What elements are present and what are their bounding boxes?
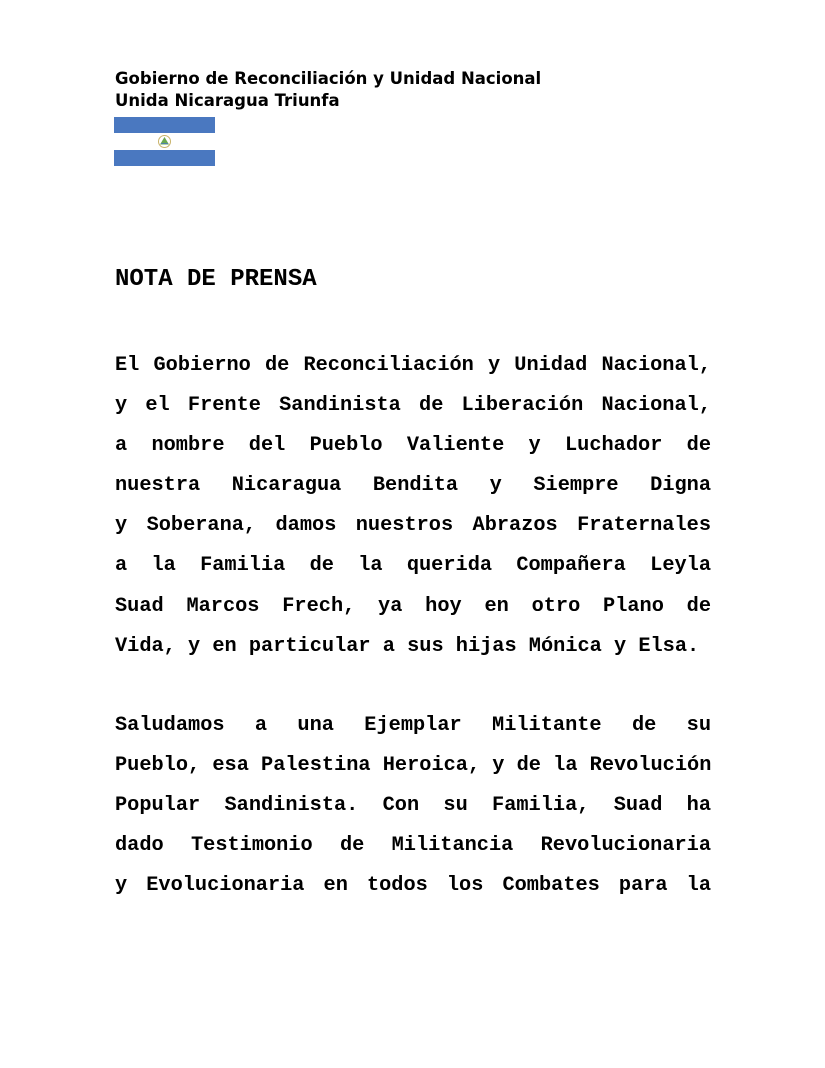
paragraph-line: y Soberana, damos nuestros Abrazos Fraternales <box>115 514 711 538</box>
paragraph-line: y Evolucionaria en todos los Combates para la <box>115 874 711 898</box>
paragraph-line: a nombre del Pueblo Valiente y Luchador de <box>115 434 711 458</box>
paragraph-condolences <box>115 346 711 667</box>
paragraph-line: nuestra Nicaragua Bendita y Siempre Digna <box>115 474 711 498</box>
letterhead-slogan: Unida Nicaragua Triunfa <box>115 91 340 110</box>
paragraph-line: Popular Sandinista. Con su Familia, Suad ha <box>115 794 711 818</box>
letterhead <box>115 68 541 112</box>
paragraph-line: Vida, y en particular a sus hijas Mónica y Elsa. <box>115 634 700 658</box>
paragraph-line: Pueblo, esa Palestina Heroica, y de la Revolución <box>115 754 712 778</box>
paragraph-line: Suad Marcos Frech, ya hoy en otro Plano de <box>115 594 711 618</box>
paragraph-line: dado Testimonio de Militancia Revolucionaria <box>115 834 711 858</box>
press-release-title: NOTA DE PRENSA <box>115 266 317 293</box>
paragraph-line: Saludamos a una Ejemplar Militante de su <box>115 714 711 737</box>
nicaragua-flag-icon <box>114 117 215 166</box>
paragraph-line: a la Familia de la querida Compañera Leyla <box>115 554 711 578</box>
paragraph-line: El Gobierno de Reconciliación y Unidad Nacional, <box>115 354 711 377</box>
letterhead-government-name: Gobierno de Reconciliación y Unidad Nacional <box>115 69 542 88</box>
paragraph-tribute <box>115 706 711 906</box>
paragraph-line: y el Frente Sandinista de Liberación Nacional, <box>115 394 711 418</box>
